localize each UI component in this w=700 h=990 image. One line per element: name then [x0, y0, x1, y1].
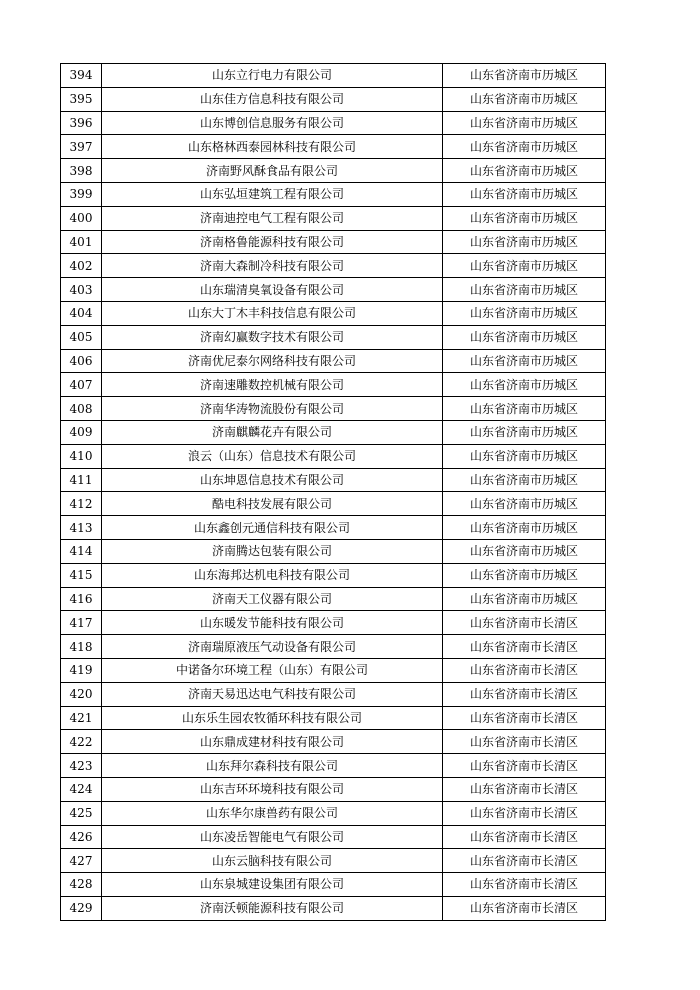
row-number-cell: 404 — [61, 301, 102, 325]
table-row — [61, 706, 606, 730]
company-name-cell: 山东吉环环境科技有限公司 — [102, 777, 443, 801]
row-number-cell: 425 — [61, 801, 102, 825]
table-row — [61, 563, 606, 587]
row-number-cell: 403 — [61, 278, 102, 302]
table-row — [61, 230, 606, 254]
company-name-cell: 山东泉城建设集团有限公司 — [102, 873, 443, 897]
table-row — [61, 658, 606, 682]
region-cell: 山东省济南市长清区 — [443, 658, 606, 682]
row-number-cell: 394 — [61, 64, 102, 88]
row-number-cell: 414 — [61, 539, 102, 563]
region-cell: 山东省济南市长清区 — [443, 611, 606, 635]
region-cell: 山东省济南市历城区 — [443, 230, 606, 254]
table-row — [61, 896, 606, 920]
region-cell: 山东省济南市长清区 — [443, 849, 606, 873]
table-row — [61, 420, 606, 444]
region-cell: 山东省济南市长清区 — [443, 706, 606, 730]
region-cell: 山东省济南市长清区 — [443, 896, 606, 920]
region-cell: 山东省济南市历城区 — [443, 468, 606, 492]
company-name-cell: 山东暖发节能科技有限公司 — [102, 611, 443, 635]
region-cell: 山东省济南市历城区 — [443, 254, 606, 278]
company-name-cell: 济南速雕数控机械有限公司 — [102, 373, 443, 397]
row-number-cell: 401 — [61, 230, 102, 254]
company-name-cell: 山东拜尔森科技有限公司 — [102, 754, 443, 778]
row-number-cell: 420 — [61, 682, 102, 706]
row-number-cell: 422 — [61, 730, 102, 754]
row-number-cell: 400 — [61, 206, 102, 230]
region-cell: 山东省济南市历城区 — [443, 135, 606, 159]
row-number-cell: 427 — [61, 849, 102, 873]
row-number-cell: 410 — [61, 444, 102, 468]
region-cell: 山东省济南市历城区 — [443, 563, 606, 587]
region-cell: 山东省济南市历城区 — [443, 397, 606, 421]
company-name-cell: 山东海邦达机电科技有限公司 — [102, 563, 443, 587]
company-name-cell: 山东坤恩信息技术有限公司 — [102, 468, 443, 492]
region-cell: 山东省济南市历城区 — [443, 420, 606, 444]
region-cell: 山东省济南市历城区 — [443, 492, 606, 516]
row-number-cell: 411 — [61, 468, 102, 492]
row-number-cell: 412 — [61, 492, 102, 516]
row-number-cell: 413 — [61, 516, 102, 540]
company-name-cell: 山东弘垣建筑工程有限公司 — [102, 182, 443, 206]
region-cell: 山东省济南市长清区 — [443, 682, 606, 706]
table-row — [61, 730, 606, 754]
table-row — [61, 278, 606, 302]
company-name-cell: 济南天易迅达电气科技有限公司 — [102, 682, 443, 706]
company-name-cell: 济南华涛物流股份有限公司 — [102, 397, 443, 421]
region-cell: 山东省济南市历城区 — [443, 87, 606, 111]
company-name-cell: 酷电科技发展有限公司 — [102, 492, 443, 516]
region-cell: 山东省济南市历城区 — [443, 587, 606, 611]
company-name-cell: 浪云（山东）信息技术有限公司 — [102, 444, 443, 468]
region-cell: 山东省济南市历城区 — [443, 64, 606, 88]
row-number-cell: 415 — [61, 563, 102, 587]
company-name-cell: 济南麒麟花卉有限公司 — [102, 420, 443, 444]
region-cell: 山东省济南市历城区 — [443, 516, 606, 540]
region-cell: 山东省济南市长清区 — [443, 730, 606, 754]
table-row — [61, 135, 606, 159]
region-cell: 山东省济南市长清区 — [443, 873, 606, 897]
row-number-cell: 419 — [61, 658, 102, 682]
table-row — [61, 777, 606, 801]
table-row — [61, 349, 606, 373]
row-number-cell: 428 — [61, 873, 102, 897]
row-number-cell: 405 — [61, 325, 102, 349]
company-name-cell: 山东凌岳智能电气有限公司 — [102, 825, 443, 849]
table-body — [61, 64, 606, 921]
row-number-cell: 423 — [61, 754, 102, 778]
region-cell: 山东省济南市历城区 — [443, 301, 606, 325]
region-cell: 山东省济南市历城区 — [443, 444, 606, 468]
row-number-cell: 429 — [61, 896, 102, 920]
company-name-cell: 山东乐生园农牧循环科技有限公司 — [102, 706, 443, 730]
company-name-cell: 山东立行电力有限公司 — [102, 64, 443, 88]
row-number-cell: 416 — [61, 587, 102, 611]
region-cell: 山东省济南市历城区 — [443, 206, 606, 230]
table-row — [61, 397, 606, 421]
table-row — [61, 206, 606, 230]
table-row — [61, 516, 606, 540]
company-name-cell: 济南瑞原液压气动设备有限公司 — [102, 635, 443, 659]
row-number-cell: 418 — [61, 635, 102, 659]
company-name-cell: 山东佳方信息科技有限公司 — [102, 87, 443, 111]
table-row — [61, 611, 606, 635]
table-row — [61, 111, 606, 135]
table-row — [61, 849, 606, 873]
table-row — [61, 587, 606, 611]
company-name-cell: 济南幻赢数字技术有限公司 — [102, 325, 443, 349]
region-cell: 山东省济南市历城区 — [443, 373, 606, 397]
region-cell: 山东省济南市历城区 — [443, 111, 606, 135]
table-row — [61, 825, 606, 849]
company-name-cell: 山东鑫创元通信科技有限公司 — [102, 516, 443, 540]
region-cell: 山东省济南市历城区 — [443, 349, 606, 373]
row-number-cell: 409 — [61, 420, 102, 444]
company-name-cell: 山东云脑科技有限公司 — [102, 849, 443, 873]
row-number-cell: 417 — [61, 611, 102, 635]
company-name-cell: 山东华尔康兽药有限公司 — [102, 801, 443, 825]
company-name-cell: 济南迪控电气工程有限公司 — [102, 206, 443, 230]
table-row — [61, 444, 606, 468]
row-number-cell: 398 — [61, 159, 102, 183]
company-name-cell: 山东瑞清臭氧设备有限公司 — [102, 278, 443, 302]
table-row — [61, 254, 606, 278]
table-row — [61, 87, 606, 111]
row-number-cell: 407 — [61, 373, 102, 397]
table-row — [61, 873, 606, 897]
company-name-cell: 济南腾达包装有限公司 — [102, 539, 443, 563]
region-cell: 山东省济南市长清区 — [443, 635, 606, 659]
company-name-cell: 济南天工仪器有限公司 — [102, 587, 443, 611]
row-number-cell: 406 — [61, 349, 102, 373]
row-number-cell: 421 — [61, 706, 102, 730]
company-name-cell: 山东格林西泰园林科技有限公司 — [102, 135, 443, 159]
table-row — [61, 468, 606, 492]
row-number-cell: 396 — [61, 111, 102, 135]
company-list-table — [60, 63, 606, 921]
table-row — [61, 182, 606, 206]
table-row — [61, 325, 606, 349]
table-row — [61, 159, 606, 183]
table-row — [61, 754, 606, 778]
row-number-cell: 402 — [61, 254, 102, 278]
company-name-cell: 山东鼎成建材科技有限公司 — [102, 730, 443, 754]
region-cell: 山东省济南市历城区 — [443, 278, 606, 302]
company-name-cell: 济南优尼泰尔网络科技有限公司 — [102, 349, 443, 373]
company-name-cell: 济南格鲁能源科技有限公司 — [102, 230, 443, 254]
table-row — [61, 64, 606, 88]
region-cell: 山东省济南市历城区 — [443, 159, 606, 183]
region-cell: 山东省济南市长清区 — [443, 825, 606, 849]
table-row — [61, 492, 606, 516]
row-number-cell: 424 — [61, 777, 102, 801]
row-number-cell: 408 — [61, 397, 102, 421]
table-row — [61, 682, 606, 706]
row-number-cell: 426 — [61, 825, 102, 849]
row-number-cell: 397 — [61, 135, 102, 159]
row-number-cell: 395 — [61, 87, 102, 111]
table-row — [61, 635, 606, 659]
row-number-cell: 399 — [61, 182, 102, 206]
table-row — [61, 539, 606, 563]
region-cell: 山东省济南市历城区 — [443, 182, 606, 206]
region-cell: 山东省济南市长清区 — [443, 777, 606, 801]
region-cell: 山东省济南市长清区 — [443, 801, 606, 825]
table-row — [61, 301, 606, 325]
region-cell: 山东省济南市长清区 — [443, 754, 606, 778]
company-name-cell: 中诺备尔环境工程（山东）有限公司 — [102, 658, 443, 682]
company-name-cell: 山东博创信息服务有限公司 — [102, 111, 443, 135]
region-cell: 山东省济南市历城区 — [443, 325, 606, 349]
company-name-cell: 济南大森制冷科技有限公司 — [102, 254, 443, 278]
company-name-cell: 山东大丁木丰科技信息有限公司 — [102, 301, 443, 325]
region-cell: 山东省济南市历城区 — [443, 539, 606, 563]
table-row — [61, 373, 606, 397]
table-row — [61, 801, 606, 825]
company-name-cell: 济南野风酥食品有限公司 — [102, 159, 443, 183]
company-name-cell: 济南沃顿能源科技有限公司 — [102, 896, 443, 920]
